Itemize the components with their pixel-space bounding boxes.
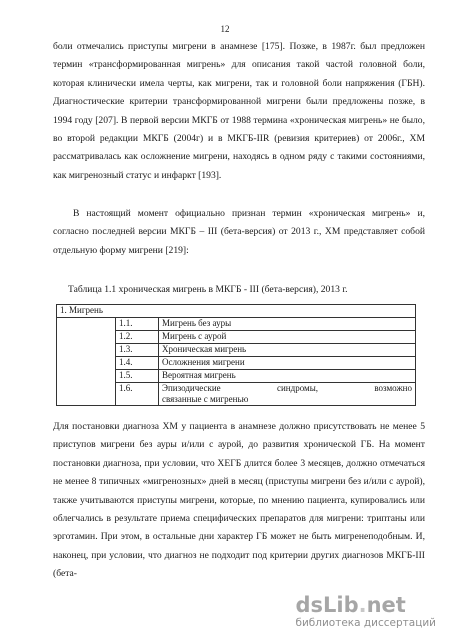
row-number: 1.5.	[116, 370, 159, 383]
row-label: Хроническая мигрень	[159, 344, 416, 357]
row-number: 1.2.	[116, 331, 159, 344]
row-number: 1.6.	[116, 383, 159, 406]
page-number: 12	[220, 24, 230, 34]
row-label: Вероятная мигрень	[159, 370, 416, 383]
row-label-line-2: связанные с мигренью	[162, 394, 249, 404]
group-label: Мигрень	[69, 305, 103, 315]
group-cell	[57, 305, 416, 318]
row-label: Мигрень с аурой	[159, 331, 416, 344]
row-label	[159, 383, 416, 406]
table-caption: Таблица 1.1 хроническая мигрень в МКГБ - III (бета-версия), 2013 г.	[68, 284, 348, 295]
indent-cell	[57, 318, 116, 406]
watermark-logo-main: dsLib	[295, 593, 359, 617]
watermark	[295, 594, 436, 629]
table-group-row	[57, 305, 416, 318]
group-number: 1.	[60, 305, 67, 315]
paragraph-1: боли отмечались приступы мигрени в анамнезе [175]. Позже, в 1987г. был предложен термин «трансформированная мигрень» для описания такой частой головной боли, которая клинически имела черты, как мигрени, так и головной боли напряжения (ГБН). Диагностические критерии трансформированной мигрени были предложены позже, в 1994 году [207]. В первой версии МКГБ от 1988 термина «хроническая мигрень» не было, во второй редакции МКГБ (2004г) и в МКГБ-IIR (ревизия критериев) от 2006г., ХМ рассматривалась как осложнение мигрени, находясь в одном ряду с такими состояниями, как мигренозный статус и инфаркт [193].	[53, 41, 425, 181]
row-label: Осложнения мигрени	[159, 357, 416, 370]
watermark-logo-tld: net	[366, 593, 406, 617]
paragraph-3: Для постановки диагноза ХМ у пациента в анамнезе должно присутствовать не менее 5 приступов мигрени без ауры и/или с аурой, до развития хронической ГБ. На момент постановки диагноза, при условии, что ХЕГБ длится более 3 месяцев, должно отмечаться не менее 8 типичных «мигренозных» дней в месяц (приступы мигрени без и/или с аурой), также учитываются приступы мигрени, которые, по мнению пациента, купировались или облегчались в результате приема специфических препаратов для мигрени: триптаны или эрготамин. При этом, в остальные дни характер ГБ может не быть мигренеподобным. И, наконец, при условии, что диагноз не подходит под критерии других диагнозов МКГБ-III (бета-	[53, 421, 425, 580]
classification-table	[56, 304, 416, 406]
watermark-logo	[295, 594, 436, 616]
table-row	[57, 318, 416, 331]
row-label-word: возможно	[374, 383, 412, 393]
paragraph-2: В настоящий момент официально признан термин «хроническая мигрень» и, согласно последней версии МКГБ – III (бета-версия) от 2013 г., ХМ представляет собой отдельную форму мигрени [219]:	[53, 208, 425, 256]
row-label: Мигрень без ауры	[159, 318, 416, 331]
watermark-subtitle: библиотека диссертаций	[295, 617, 436, 629]
row-number: 1.1.	[116, 318, 159, 331]
row-label-line-1	[162, 383, 412, 394]
watermark-logo-dot: .	[358, 593, 367, 617]
row-label-word: Эпизодические	[162, 383, 221, 393]
row-number: 1.3.	[116, 344, 159, 357]
row-number: 1.4.	[116, 357, 159, 370]
row-label-word: синдромы,	[276, 383, 319, 393]
